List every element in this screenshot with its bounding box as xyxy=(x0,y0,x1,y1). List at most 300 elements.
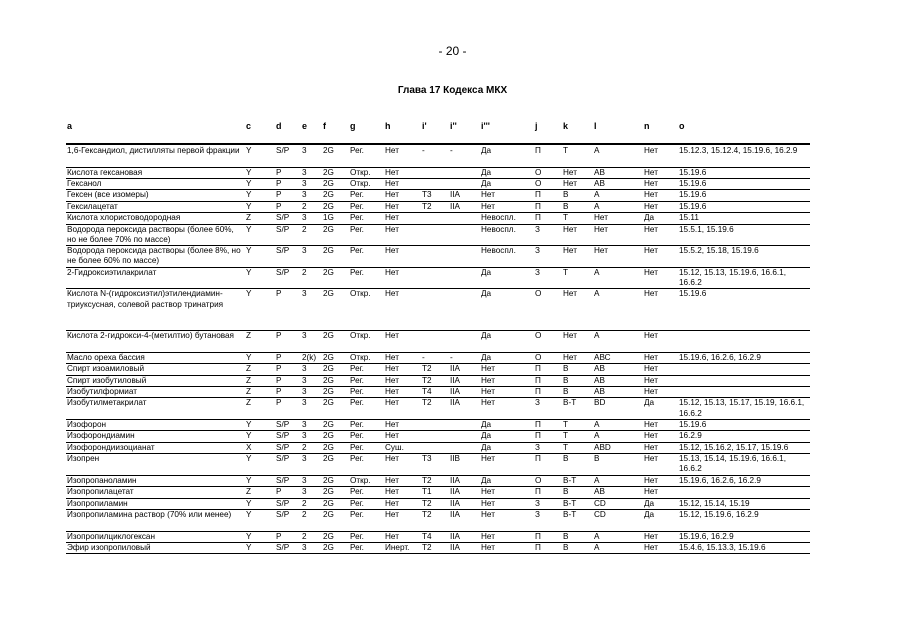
cell-c: Y xyxy=(246,420,252,430)
cell-i3: Да xyxy=(481,267,492,277)
cell-e: 3 xyxy=(302,475,307,485)
cell-j: П xyxy=(535,543,541,552)
cell-h: Нет xyxy=(385,246,399,256)
cell-o: 15.19.6 xyxy=(679,289,707,299)
cell-f: 2G xyxy=(323,487,334,497)
cell-h: Нет xyxy=(385,331,399,341)
cell-o: 15.19.6 xyxy=(679,201,707,211)
cell-k: В-Т xyxy=(563,498,577,508)
cell-c: Z xyxy=(246,387,252,397)
cell-a: Масло ореха бассия xyxy=(67,352,145,362)
cell-j: П xyxy=(535,190,541,200)
cell-h: Нет xyxy=(385,420,399,430)
cell-a: Изофорондиизоцианат xyxy=(67,442,155,452)
cell-l: АВС xyxy=(594,352,611,362)
cell-d: S/P xyxy=(276,146,290,155)
cell-o: 15.5.2, 15.18, 15.19.6 xyxy=(679,246,759,256)
cell-i3: Нет xyxy=(481,375,495,385)
cell-f: 2G xyxy=(323,375,334,385)
cell-d: S/P xyxy=(276,420,290,430)
table-row xyxy=(0,543,905,554)
cell-i2: IIA xyxy=(450,510,461,520)
cell-g: Рег. xyxy=(350,246,364,256)
cell-n: Да xyxy=(644,213,655,223)
cell-g: Рег. xyxy=(350,487,364,497)
cell-k: В xyxy=(563,190,569,200)
cell-e: 3 xyxy=(302,146,307,155)
cell-a: Изофорондиамин xyxy=(67,431,135,441)
cell-c: Z xyxy=(246,213,252,223)
cell-j: З xyxy=(535,267,540,277)
cell-i1: Т2 xyxy=(422,510,432,520)
cell-a: Водорода пероксида растворы (более 8%, но не более 60% по массе) xyxy=(67,246,241,266)
table-row xyxy=(0,376,905,387)
cell-l: CD xyxy=(594,498,606,508)
cell-g: Рег. xyxy=(350,420,364,430)
table-row xyxy=(0,387,905,398)
column-header-j: j xyxy=(535,121,538,131)
cell-i2: IIA xyxy=(450,387,461,397)
table-row xyxy=(0,487,905,498)
cell-i3: Да xyxy=(481,420,492,430)
cell-n: Нет xyxy=(644,420,658,430)
cell-f: 2G xyxy=(323,352,334,362)
cell-g: Рег. xyxy=(350,201,364,211)
page-number: - 20 - xyxy=(438,44,467,58)
cell-n: Нет xyxy=(644,146,658,155)
cell-d: S/P xyxy=(276,454,290,464)
cell-c: Y xyxy=(246,190,252,200)
cell-j: З xyxy=(535,510,540,520)
cell-a: Водорода пероксида растворы (более 60%, но не более 70% по массе) xyxy=(67,224,234,244)
cell-a: Изобутилметакрилат xyxy=(67,398,147,408)
cell-c: Y xyxy=(246,246,252,256)
cell-e: 3 xyxy=(302,246,307,256)
cell-g: Рег. xyxy=(350,510,364,520)
column-header-a: a xyxy=(67,121,73,131)
cell-n: Нет xyxy=(644,543,658,552)
cell-j: З xyxy=(535,442,540,452)
cell-k: Нет xyxy=(563,224,577,234)
cell-j: П xyxy=(535,213,541,223)
cell-i2: IIB xyxy=(450,454,461,464)
cell-f: 2G xyxy=(323,442,334,452)
cell-a: Кислота N-(гидроксиэтил)этилендиамин-триуксусная, солевой раствор тринатрия xyxy=(67,289,224,309)
cell-j: П xyxy=(535,487,541,497)
cell-h: Нет xyxy=(385,475,399,485)
cell-g: Рег. xyxy=(350,267,364,277)
cell-j: О xyxy=(535,167,542,177)
table-row xyxy=(0,289,905,331)
cell-g: Рег. xyxy=(350,364,364,374)
cell-e: 3 xyxy=(302,375,307,385)
cell-e: 3 xyxy=(302,398,307,408)
cell-n: Нет xyxy=(644,487,658,497)
cell-l: Нет xyxy=(594,213,608,223)
cell-j: П xyxy=(535,531,541,541)
chapter-title: Глава 17 Кодекса МКХ xyxy=(397,85,508,96)
cell-l: А xyxy=(594,146,600,155)
cell-d: S/P xyxy=(276,213,290,223)
cell-g: Рег. xyxy=(350,387,364,397)
cell-k: Т xyxy=(563,267,569,277)
cell-l: BD xyxy=(594,398,606,408)
cell-o: 15.19.6 xyxy=(679,190,707,200)
cell-n: Да xyxy=(644,510,655,520)
cell-i3: Нет xyxy=(481,510,495,520)
cell-n: Нет xyxy=(644,178,658,188)
cell-f: 2G xyxy=(323,331,334,341)
cell-e: 3 xyxy=(302,543,307,552)
cell-j: П xyxy=(535,431,541,441)
cell-i3: Невоспл. xyxy=(481,224,516,234)
cell-e: 2(k) xyxy=(302,352,317,362)
cell-h: Нет xyxy=(385,178,399,188)
cell-n: Нет xyxy=(644,267,658,277)
cell-i1: Т1 xyxy=(422,487,432,497)
cell-k: В-Т xyxy=(563,398,577,408)
cell-f: 2G xyxy=(323,146,334,155)
cell-i3: Да xyxy=(481,352,492,362)
cell-c: Y xyxy=(246,543,252,552)
cell-l: А xyxy=(594,420,600,430)
cell-o: 15.12, 15.19.6, 16.2.9 xyxy=(679,510,759,520)
cell-i2: IIA xyxy=(450,531,461,541)
cell-c: Y xyxy=(246,289,252,299)
cell-i2: IIA xyxy=(450,190,461,200)
cell-f: 2G xyxy=(323,201,334,211)
cell-l: ABD xyxy=(594,442,611,452)
cell-l: А xyxy=(594,431,600,441)
cell-j: П xyxy=(535,387,541,397)
cell-k: Нет xyxy=(563,178,577,188)
cell-l: А xyxy=(594,331,600,341)
cell-a: 2-Гидроксиэтилакрилат xyxy=(67,267,157,277)
cell-i3: Да xyxy=(481,431,492,441)
cell-a: Изопропилацетат xyxy=(67,487,134,497)
cell-c: Y xyxy=(246,352,252,362)
cell-c: Y xyxy=(246,201,252,211)
cell-h: Нет xyxy=(385,364,399,374)
cell-d: P xyxy=(276,331,282,341)
cell-d: P xyxy=(276,178,282,188)
cell-c: Y xyxy=(246,267,252,277)
cell-g: Рег. xyxy=(350,224,364,234)
cell-c: Y xyxy=(246,475,252,485)
cell-a: Спирт изоамиловый xyxy=(67,364,145,374)
cell-o: 15.19.6 xyxy=(679,178,707,188)
cell-e: 3 xyxy=(302,331,307,341)
cell-g: Рег. xyxy=(350,146,364,155)
cell-i3: Да xyxy=(481,178,492,188)
cell-k: В xyxy=(563,364,569,374)
cell-e: 2 xyxy=(302,531,307,541)
cell-d: P xyxy=(276,167,282,177)
cell-k: В xyxy=(563,454,569,464)
cell-a: Изопропаноламин xyxy=(67,475,137,485)
cell-k: Т xyxy=(563,431,569,441)
cell-o: 15.11 xyxy=(679,213,699,223)
cell-h: Нет xyxy=(385,167,399,177)
cell-i2: IIA xyxy=(450,364,461,374)
cell-a: Изопропиламина раствор (70% или менее) xyxy=(67,510,232,520)
cell-c: Z xyxy=(246,375,252,385)
table-row xyxy=(0,398,905,420)
cell-l: АВ xyxy=(594,364,605,374)
cell-i2: IIA xyxy=(450,498,461,508)
cell-e: 3 xyxy=(302,454,307,464)
cell-a: Изопропиламин xyxy=(67,498,128,508)
cell-g: Рег. xyxy=(350,213,364,223)
cell-h: Нет xyxy=(385,510,399,520)
cell-f: 2G xyxy=(323,543,334,552)
cell-a: Кислота 2-гидрокси-4-(метилтио) бутановая xyxy=(67,331,234,341)
cell-d: S/P xyxy=(276,267,290,277)
cell-l: А xyxy=(594,201,600,211)
cell-j: П xyxy=(535,375,541,385)
cell-j: О xyxy=(535,178,542,188)
cell-a: Кислота хлористоводородная xyxy=(67,213,181,223)
cell-g: Рег. xyxy=(350,375,364,385)
table-row xyxy=(0,510,905,532)
cell-i2: IIA xyxy=(450,201,461,211)
cell-a: Кислота гексановая xyxy=(67,167,143,177)
cell-n: Нет xyxy=(644,190,658,200)
cell-i2: - xyxy=(450,352,453,362)
header-rule xyxy=(66,143,810,145)
cell-k: В xyxy=(563,201,569,211)
cell-e: 3 xyxy=(302,213,307,223)
cell-e: 3 xyxy=(302,178,307,188)
cell-a: Изопрен xyxy=(67,454,100,464)
table-row xyxy=(0,268,905,290)
cell-o: 15.12.3, 15.12.4, 15.19.6, 16.2.9 xyxy=(679,146,798,155)
cell-f: 2G xyxy=(323,167,334,177)
cell-f: 2G xyxy=(323,431,334,441)
cell-l: АВ xyxy=(594,178,605,188)
cell-e: 2 xyxy=(302,201,307,211)
cell-c: Y xyxy=(246,498,252,508)
cell-e: 2 xyxy=(302,224,307,234)
cell-h: Нет xyxy=(385,289,399,299)
column-header-f: f xyxy=(323,121,326,131)
cell-c: Y xyxy=(246,454,252,464)
cell-i2: IIA xyxy=(450,375,461,385)
cell-i3: Да xyxy=(481,442,492,452)
cell-c: Y xyxy=(246,224,252,234)
cell-j: П xyxy=(535,146,541,155)
cell-n: Нет xyxy=(644,246,658,256)
cell-k: Т xyxy=(563,420,569,430)
cell-f: 2G xyxy=(323,398,334,408)
table-row xyxy=(0,364,905,375)
cell-g: Рег. xyxy=(350,398,364,408)
cell-e: 3 xyxy=(302,190,307,200)
cell-k: В xyxy=(563,375,569,385)
cell-i3: Нет xyxy=(481,387,495,397)
cell-k: Нет xyxy=(563,246,577,256)
cargo-table xyxy=(0,146,905,554)
cell-n: Да xyxy=(644,498,655,508)
cell-i3: Нет xyxy=(481,190,495,200)
cell-f: 2G xyxy=(323,531,334,541)
cell-g: Откр. xyxy=(350,331,371,341)
cell-f: 1G xyxy=(323,213,334,223)
cell-d: P xyxy=(276,352,282,362)
cell-l: А xyxy=(594,289,600,299)
cell-o: 15.19.6 xyxy=(679,167,707,177)
table-row xyxy=(0,225,905,247)
cell-k: Т xyxy=(563,213,569,223)
cell-j: О xyxy=(535,289,542,299)
cell-l: АВ xyxy=(594,167,605,177)
column-header-g: g xyxy=(350,121,356,131)
cell-d: S/P xyxy=(276,431,290,441)
cell-o: 15.12, 15.13, 15.17, 15.19, 16.6.1, 16.6.2 xyxy=(679,398,805,418)
cell-h: Нет xyxy=(385,454,399,464)
cell-l: АВ xyxy=(594,375,605,385)
cell-e: 3 xyxy=(302,167,307,177)
cell-j: З xyxy=(535,498,540,508)
cell-e: 3 xyxy=(302,289,307,299)
cell-g: Рег. xyxy=(350,431,364,441)
cell-i3: Нет xyxy=(481,364,495,374)
cell-i1: - xyxy=(422,352,425,362)
cell-d: S/P xyxy=(276,498,290,508)
cell-j: З xyxy=(535,224,540,234)
cell-l: А xyxy=(594,190,600,200)
cell-g: Рег. xyxy=(350,454,364,464)
cell-n: Да xyxy=(644,398,655,408)
cell-e: 2 xyxy=(302,267,307,277)
cell-c: Y xyxy=(246,531,252,541)
cell-f: 2G xyxy=(323,454,334,464)
cell-f: 2G xyxy=(323,246,334,256)
cell-g: Рег. xyxy=(350,498,364,508)
cell-d: S/P xyxy=(276,510,290,520)
cell-e: 3 xyxy=(302,387,307,397)
cell-i1: - xyxy=(422,146,425,155)
cell-k: Т xyxy=(563,146,569,155)
cell-o: 15.19.6, 16.2.6, 16.2.9 xyxy=(679,475,761,485)
cell-n: Нет xyxy=(644,364,658,374)
cell-f: 2G xyxy=(323,178,334,188)
cell-n: Нет xyxy=(644,289,658,299)
cell-j: П xyxy=(535,364,541,374)
cell-f: 2G xyxy=(323,498,334,508)
column-header-i3: i''' xyxy=(481,121,490,131)
cell-f: 2G xyxy=(323,289,334,299)
cell-i3: Невоспл. xyxy=(481,213,516,223)
cell-n: Нет xyxy=(644,475,658,485)
cell-c: Z xyxy=(246,487,252,497)
cell-f: 2G xyxy=(323,364,334,374)
cell-k: Т xyxy=(563,442,569,452)
cell-c: Y xyxy=(246,178,252,188)
cell-i1: Т2 xyxy=(422,498,432,508)
cell-g: Откр. xyxy=(350,289,371,299)
cell-o: 15.13, 15.14, 15.19.6, 16.6.1, 16.6.2 xyxy=(679,454,786,474)
cell-i2: - xyxy=(450,146,453,155)
cell-i1: Т4 xyxy=(422,531,432,541)
cell-h: Нет xyxy=(385,213,399,223)
cell-g: Рег. xyxy=(350,531,364,541)
cell-h: Нет xyxy=(385,267,399,277)
column-header-k: k xyxy=(563,121,569,131)
cell-o: 15.19.6, 16.2.9 xyxy=(679,531,734,541)
cell-i3: Нет xyxy=(481,498,495,508)
cell-i1: Т2 xyxy=(422,398,432,408)
cell-e: 2 xyxy=(302,510,307,520)
cell-c: Y xyxy=(246,510,252,520)
table-row xyxy=(0,179,905,190)
cell-l: Нет xyxy=(594,224,608,234)
cell-h: Нет xyxy=(385,201,399,211)
cell-j: З xyxy=(535,398,540,408)
cell-h: Нет xyxy=(385,224,399,234)
cell-o: 15.4.6, 15.13.3, 15.19.6 xyxy=(679,543,766,552)
cell-n: Нет xyxy=(644,375,658,385)
cell-k: Нет xyxy=(563,352,577,362)
cell-g: Откр. xyxy=(350,352,371,362)
cell-d: P xyxy=(276,364,282,374)
cell-i1: Т4 xyxy=(422,387,432,397)
cell-d: S/P xyxy=(276,442,290,452)
cell-j: П xyxy=(535,454,541,464)
cell-i3: Нет xyxy=(481,201,495,211)
cell-h: Нет xyxy=(385,398,399,408)
cell-g: Откр. xyxy=(350,475,371,485)
table-row xyxy=(0,213,905,224)
cell-i2: IIA xyxy=(450,487,461,497)
cell-h: Нет xyxy=(385,352,399,362)
cell-n: Нет xyxy=(644,431,658,441)
cell-k: Нет xyxy=(563,289,577,299)
table-row xyxy=(0,168,905,179)
cell-h: Нет xyxy=(385,498,399,508)
column-header-n: n xyxy=(644,121,650,131)
cell-o: 15.12, 15.14, 15.19 xyxy=(679,498,750,508)
cell-n: Нет xyxy=(644,224,658,234)
table-row xyxy=(0,476,905,487)
cell-i2: IIA xyxy=(450,398,461,408)
cell-a: Изофорон xyxy=(67,420,107,430)
cell-d: P xyxy=(276,201,282,211)
table-row xyxy=(0,202,905,213)
cell-i3: Нет xyxy=(481,398,495,408)
cell-a: Изобутилформиат xyxy=(67,387,137,397)
cell-c: Y xyxy=(246,167,252,177)
cell-d: P xyxy=(276,398,282,408)
cell-g: Рег. xyxy=(350,190,364,200)
cell-d: P xyxy=(276,387,282,397)
cell-d: P xyxy=(276,375,282,385)
column-header-i1: i' xyxy=(422,121,427,131)
cell-f: 2G xyxy=(323,475,334,485)
cell-f: 2G xyxy=(323,224,334,234)
cell-a: Спирт изобутиловый xyxy=(67,375,147,385)
table-row xyxy=(0,532,905,543)
cell-i3: Нет xyxy=(481,531,495,541)
cell-n: Нет xyxy=(644,331,658,341)
cell-k: В xyxy=(563,543,569,552)
cell-d: P xyxy=(276,289,282,299)
cell-i3: Да xyxy=(481,475,492,485)
column-header-i2: i'' xyxy=(450,121,457,131)
cell-f: 2G xyxy=(323,387,334,397)
cell-l: Нет xyxy=(594,246,608,256)
cell-n: Нет xyxy=(644,387,658,397)
